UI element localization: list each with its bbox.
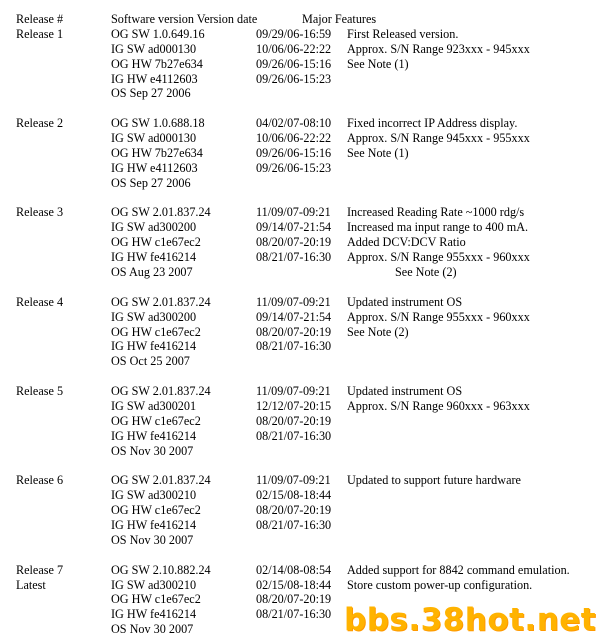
date-cell: 08/21/07-16:30: [256, 518, 332, 533]
date-cell: 08/21/07-16:30: [256, 339, 332, 354]
date-cell: 08/20/07-20:19: [256, 503, 332, 518]
date-cell: 02/15/08-18:44: [256, 577, 332, 592]
table-row: [16, 578, 601, 593]
table-row: [16, 146, 601, 161]
feature-cell: Increased Reading Rate ~1000 rdg/s: [347, 205, 525, 220]
table-row: [16, 176, 601, 191]
table-row: [16, 265, 601, 280]
date-cell: 09/14/07-21:54: [256, 309, 332, 324]
watermark-text: bbs.38hot.net: [344, 602, 597, 638]
table-row: [16, 339, 601, 354]
release-block: [16, 473, 601, 547]
table-row: [16, 42, 601, 57]
version-cell: OG HW 7b27e634: [111, 145, 203, 160]
date-cell: 09/26/06-15:16: [256, 56, 332, 71]
feature-note-cell: See Note (2): [395, 265, 457, 280]
version-cell: OS Sep 27 2006: [111, 86, 191, 101]
date-cell: 08/20/07-20:19: [256, 592, 332, 607]
feature-cell: Approx. S/N Range 955xxx - 960xxx: [347, 250, 530, 265]
version-cell: IG HW fe416214: [111, 518, 197, 533]
feature-cell: First Released version.: [347, 26, 459, 41]
table-row: [16, 384, 601, 399]
release-list: [16, 27, 601, 637]
date-cell: 08/20/07-20:19: [256, 413, 332, 428]
release-title: Release 7: [16, 562, 64, 577]
date-cell: 04/02/07-08:10: [256, 116, 332, 131]
date-cell: 09/14/07-21:54: [256, 220, 332, 235]
version-cell: OG HW c1e67ec2: [111, 503, 201, 518]
feature-cell: Updated instrument OS: [347, 384, 463, 399]
date-cell: 09/26/06-15:23: [256, 160, 332, 175]
version-cell: OS Oct 25 2007: [111, 354, 190, 369]
feature-cell: Increased ma input range to 400 mA.: [347, 220, 529, 235]
version-cell: IG SW ad000130: [111, 41, 197, 56]
table-row: [16, 429, 601, 444]
feature-cell: Added DCV:DCV Ratio: [347, 235, 466, 250]
feature-cell: Approx. S/N Range 955xxx - 960xxx: [347, 309, 530, 324]
table-row: [16, 488, 601, 503]
release-title: Release 2: [16, 116, 64, 131]
table-row: [16, 354, 601, 369]
table-row: [16, 310, 601, 325]
table-row: [16, 57, 601, 72]
version-cell: OS Nov 30 2007: [111, 443, 194, 458]
release-spacer: [16, 548, 601, 563]
feature-cell: See Note (2): [347, 324, 409, 339]
release-block: [16, 384, 601, 458]
table-row: [16, 235, 601, 250]
version-cell: IG HW fe416214: [111, 428, 197, 443]
version-cell: OG SW 1.0.688.18: [111, 116, 205, 131]
release-spacer: [16, 101, 601, 116]
version-cell: IG SW ad300200: [111, 220, 197, 235]
table-row: [16, 518, 601, 533]
version-cell: IG SW ad300200: [111, 309, 197, 324]
release-title: Release 6: [16, 473, 64, 488]
version-cell: OG HW c1e67ec2: [111, 235, 201, 250]
release-block: [16, 205, 601, 279]
feature-cell: Updated instrument OS: [347, 294, 463, 309]
version-cell: OG HW c1e67ec2: [111, 413, 201, 428]
table-row: [16, 414, 601, 429]
date-cell: 02/15/08-18:44: [256, 488, 332, 503]
version-cell: OG SW 2.01.837.24: [111, 205, 211, 220]
release-title: Release 3: [16, 205, 64, 220]
table-row: [16, 205, 601, 220]
date-cell: 09/26/06-15:16: [256, 145, 332, 160]
release-block: [16, 295, 601, 369]
table-row: [16, 503, 601, 518]
feature-cell: See Note (1): [347, 56, 409, 71]
release-spacer: [16, 280, 601, 295]
date-cell: 09/29/06-16:59: [256, 26, 332, 41]
feature-cell: Approx. S/N Range 960xxx - 963xxx: [347, 398, 530, 413]
date-cell: 08/21/07-16:30: [256, 607, 332, 622]
release-spacer: [16, 459, 601, 474]
date-cell: 11/09/07-09:21: [256, 205, 331, 220]
feature-cell: Approx. S/N Range 923xxx - 945xxx: [347, 41, 530, 56]
date-cell: 11/09/07-09:21: [256, 384, 331, 399]
version-cell: OG SW 1.0.649.16: [111, 26, 205, 41]
version-cell: IG HW e4112603: [111, 71, 198, 86]
release-title: Release 5: [16, 384, 64, 399]
release-spacer: [16, 191, 601, 206]
table-row: [16, 131, 601, 146]
table-row: [16, 86, 601, 101]
version-cell: OG SW 2.01.837.24: [111, 294, 211, 309]
version-cell: IG SW ad000130: [111, 131, 197, 146]
version-cell: OS Nov 30 2007: [111, 532, 194, 547]
version-cell: OG SW 2.10.882.24: [111, 562, 211, 577]
version-cell: IG HW e4112603: [111, 160, 198, 175]
feature-cell: See Note (1): [347, 145, 409, 160]
header-columns: Software version Version date: [111, 12, 258, 26]
date-cell: 11/09/07-09:21: [256, 294, 331, 309]
version-cell: OG SW 2.01.837.24: [111, 384, 211, 399]
date-cell: 09/26/06-15:23: [256, 71, 332, 86]
table-row: [16, 161, 601, 176]
version-cell: IG HW fe416214: [111, 250, 197, 265]
version-cell: OS Sep 27 2006: [111, 175, 191, 190]
feature-cell: Fixed incorrect IP Address display.: [347, 116, 518, 131]
release-title: Release 4: [16, 294, 64, 309]
release-block: [16, 116, 601, 190]
version-cell: IG SW ad300210: [111, 577, 197, 592]
table-row: [16, 220, 601, 235]
date-cell: 02/14/08-08:54: [256, 562, 332, 577]
release-title: Release 1: [16, 26, 64, 41]
table-row: [16, 325, 601, 340]
table-row: [16, 399, 601, 414]
version-cell: OG HW 7b27e634: [111, 56, 203, 71]
version-cell: OG HW c1e67ec2: [111, 324, 201, 339]
table-header: [16, 12, 601, 27]
date-cell: 08/21/07-16:30: [256, 428, 332, 443]
date-cell: 10/06/06-22:22: [256, 41, 332, 56]
table-row: [16, 533, 601, 548]
feature-cell: Updated to support future hardware: [347, 473, 521, 488]
feature-cell: Store custom power-up configuration.: [347, 577, 533, 592]
table-row: [16, 444, 601, 459]
feature-cell: Approx. S/N Range 945xxx - 955xxx: [347, 131, 530, 146]
table-row: [16, 473, 601, 488]
date-cell: 08/20/07-20:19: [256, 324, 332, 339]
date-cell: 08/20/07-20:19: [256, 235, 332, 250]
table-row: [16, 563, 601, 578]
version-cell: IG SW ad300210: [111, 488, 197, 503]
version-cell: IG SW ad300201: [111, 398, 197, 413]
version-cell: OS Nov 30 2007: [111, 622, 194, 637]
table-row: [16, 27, 601, 42]
table-row: [16, 295, 601, 310]
version-cell: IG HW fe416214: [111, 607, 197, 622]
version-cell: IG HW fe416214: [111, 339, 197, 354]
version-cell: OG SW 2.01.837.24: [111, 473, 211, 488]
date-cell: 12/12/07-20:15: [256, 398, 332, 413]
release-block: [16, 27, 601, 101]
feature-cell: Added support for 8842 command emulation.: [347, 562, 570, 577]
header-release: Release #: [16, 12, 64, 26]
header-features: Major Features: [302, 12, 377, 26]
release-label: Latest: [16, 577, 46, 592]
version-cell: OS Aug 23 2007: [111, 265, 193, 280]
release-spacer: [16, 369, 601, 384]
table-row: [16, 116, 601, 131]
date-cell: 11/09/07-09:21: [256, 473, 331, 488]
release-history-table: [16, 12, 601, 637]
date-cell: 08/21/07-16:30: [256, 250, 332, 265]
table-row: [16, 250, 601, 265]
date-cell: 10/06/06-22:22: [256, 131, 332, 146]
version-cell: OG HW c1e67ec2: [111, 592, 201, 607]
table-row: [16, 72, 601, 87]
